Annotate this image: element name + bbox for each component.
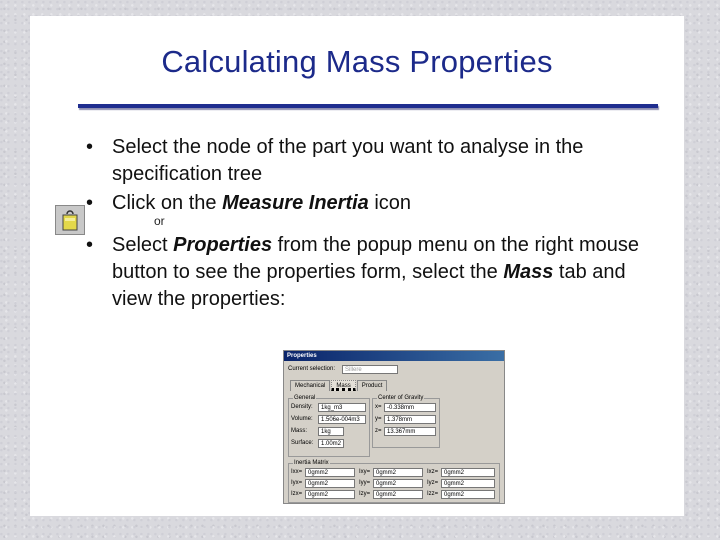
iyz-label: Iyz= (427, 480, 439, 486)
bullet-text: Select the node of the part you want to analyse in the specification tree (112, 136, 584, 185)
cog-x-label: x= (375, 404, 382, 410)
dialog-tabs (290, 380, 388, 391)
izz-field[interactable]: 0gmm2 (441, 490, 495, 499)
tab-product[interactable]: Product (357, 380, 388, 391)
izx-label: Izx= (291, 491, 303, 497)
cog-z-label: z= (375, 428, 382, 434)
bullet-text: Click on the (112, 192, 223, 214)
weight-icon (61, 209, 79, 231)
volume-label: Volume: (291, 416, 313, 422)
bullet-item (84, 134, 654, 188)
bullet-item (84, 190, 654, 217)
inertia-group (288, 460, 500, 503)
cog-x-field[interactable]: -0.338mm (384, 403, 436, 412)
or-label: or (154, 214, 165, 228)
density-label: Density: (291, 404, 313, 410)
bullet-emphasis: Measure Inertia (222, 192, 369, 214)
cog-y-field[interactable]: 1.378mm (384, 415, 436, 424)
mass-field[interactable]: 1kg (318, 427, 344, 436)
ixx-label: Ixx= (291, 469, 303, 475)
bullet-emphasis: Properties (173, 234, 273, 256)
iyx-label: Iyx= (291, 480, 303, 486)
tab-mechanical[interactable]: Mechanical (290, 380, 330, 391)
surface-label: Surface: (291, 440, 314, 446)
izz-label: Izz= (427, 491, 439, 497)
title-underline (78, 104, 658, 108)
tab-mass[interactable]: Mass (331, 380, 355, 391)
bullet-emphasis: Mass (503, 261, 554, 283)
izy-label: Izy= (359, 491, 371, 497)
bullet-marker: • (86, 136, 94, 158)
current-selection-field[interactable]: Sillere (342, 365, 398, 374)
izy-field[interactable]: 0gmm2 (373, 490, 423, 499)
cog-z-field[interactable]: 13.367mm (384, 427, 436, 436)
current-selection-label: Current selection: (288, 366, 336, 372)
izx-field[interactable]: 0gmm2 (305, 490, 355, 499)
bullet-item (84, 232, 654, 313)
ixz-field[interactable]: 0gmm2 (441, 468, 495, 477)
slide-title: Calculating Mass Properties (161, 44, 553, 79)
bullet-text: from the popup menu on the right mouse button to see the properties form, select the (112, 234, 639, 283)
bullet-list (84, 134, 654, 313)
density-field[interactable]: 1kg_m3 (318, 403, 366, 412)
measure-inertia-icon[interactable] (55, 205, 85, 235)
properties-dialog (283, 350, 505, 504)
iyy-label: Iyy= (359, 480, 371, 486)
cog-group-label: Center of Gravity (378, 395, 424, 401)
bullet-text: Select (112, 234, 174, 256)
bullet-marker: • (86, 192, 94, 214)
ixy-field[interactable]: 0gmm2 (373, 468, 423, 477)
bullet-text: icon (368, 192, 412, 214)
slide (30, 16, 684, 516)
cog-group (372, 395, 440, 448)
dialog-title: Properties (284, 351, 504, 361)
bullet-text: tab and view the properties: (112, 261, 626, 310)
bullet-marker: • (86, 234, 94, 256)
inertia-group-label: Inertia Matrix (294, 460, 329, 466)
ixz-label: Ixz= (427, 469, 439, 475)
iyy-field[interactable]: 0gmm2 (373, 479, 423, 488)
mass-label: Mass: (291, 428, 308, 434)
ixx-field[interactable]: 0gmm2 (305, 468, 355, 477)
iyx-field[interactable]: 0gmm2 (305, 479, 355, 488)
cog-y-label: y= (375, 416, 382, 422)
volume-field[interactable]: 1.506e-004m3 (318, 415, 366, 424)
surface-field[interactable]: 1.00m2 (318, 439, 344, 448)
iyz-field[interactable]: 0gmm2 (441, 479, 495, 488)
general-group (288, 395, 370, 457)
ixy-label: Ixy= (359, 469, 371, 475)
general-group-label: General (294, 395, 316, 401)
